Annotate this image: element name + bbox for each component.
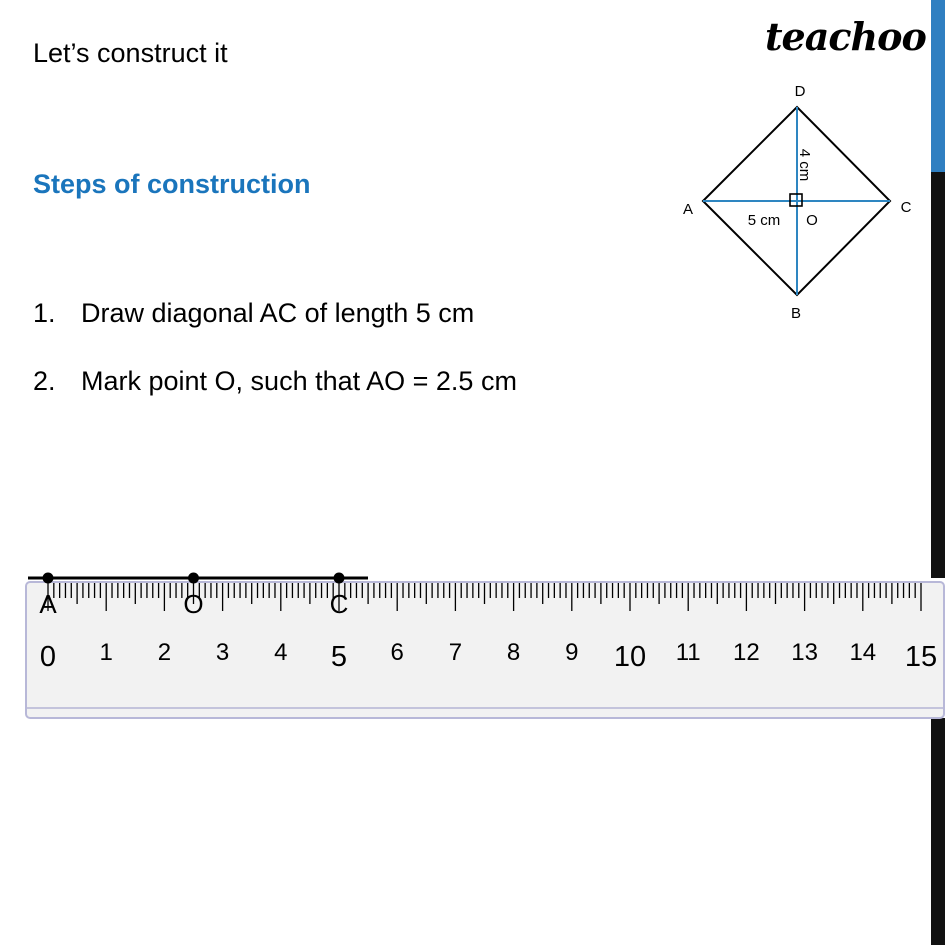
ruler-number: 15 xyxy=(904,641,938,673)
step-text: Mark point O, such that AO = 2.5 cm xyxy=(81,366,517,396)
steps-heading: Steps of construction xyxy=(33,169,311,199)
ruler-number: 9 xyxy=(565,639,579,666)
intro-text: Let’s construct it xyxy=(33,38,228,68)
vertex-label-b: B xyxy=(790,305,802,322)
ruler-number: 2 xyxy=(157,639,172,666)
segment-point xyxy=(43,573,54,584)
vertex-label-c: C xyxy=(900,199,912,216)
ruler-number: 7 xyxy=(448,639,463,666)
step-text: Draw diagonal AC of length 5 cm xyxy=(81,298,475,328)
segment-point xyxy=(188,573,199,584)
ruler-number: 12 xyxy=(733,639,760,666)
segment-point-label: C xyxy=(329,589,349,619)
ruler-number: 0 xyxy=(39,641,57,673)
segment-point-label: O xyxy=(183,589,204,619)
ruler-number: 10 xyxy=(613,641,647,673)
segment-point xyxy=(334,573,345,584)
step-number: 1. xyxy=(33,298,56,328)
vertex-label-d: D xyxy=(794,83,806,100)
ruler-number: 4 xyxy=(274,639,288,666)
teachoo-logo: teachoo xyxy=(765,14,926,59)
ruler xyxy=(26,582,944,718)
segment-point-label: A xyxy=(39,589,57,619)
ruler-number: 3 xyxy=(215,639,230,666)
ruler-number: 14 xyxy=(849,639,877,666)
ruler-number: 11 xyxy=(675,639,701,666)
rhombus-figure xyxy=(683,83,912,322)
ruler-number: 6 xyxy=(390,639,404,666)
bd-length-label: 4 cm xyxy=(796,148,813,182)
ruler-number: 8 xyxy=(506,639,521,666)
ruler-number: 5 xyxy=(330,641,348,673)
vertex-label-a: A xyxy=(682,201,694,218)
ruler-number: 1 xyxy=(99,639,113,666)
step-number: 2. xyxy=(33,366,56,396)
center-label-o: O xyxy=(806,212,818,229)
ac-length-label: 5 cm xyxy=(747,212,781,229)
ruler-number: 13 xyxy=(791,639,818,666)
